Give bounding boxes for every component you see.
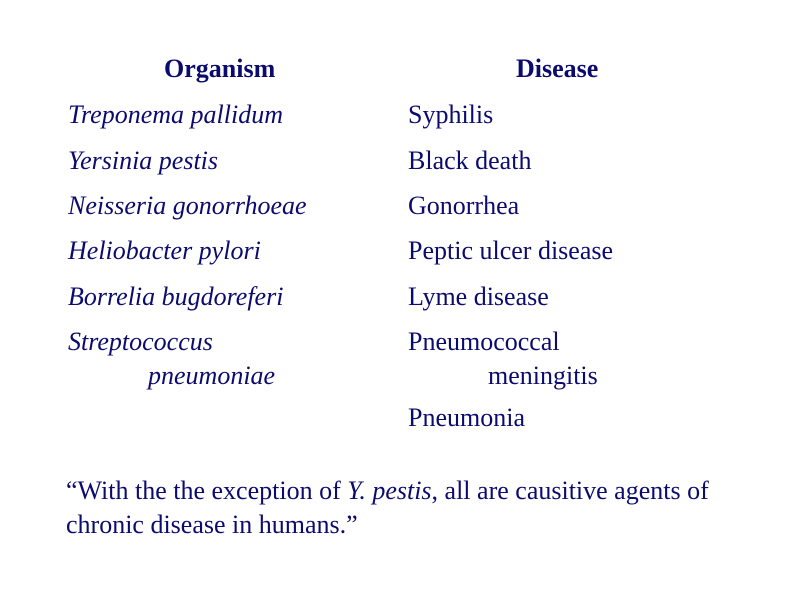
organism-streptococcus-line1: Streptococcus <box>68 327 213 356</box>
organism-neisseria: Neisseria gonorrhoeae <box>68 191 307 220</box>
disease-gonorrhea: Gonorrhea <box>408 191 520 220</box>
header-disease: Disease <box>516 54 599 83</box>
organism-yersinia: Yersinia pestis <box>68 146 219 175</box>
disease-pneumococcal-line2: meningitis <box>488 361 598 390</box>
quote <box>66 474 756 542</box>
organism-borrelia: Borrelia bugdoreferi <box>68 282 284 311</box>
organism-treponema: Treponema pallidum <box>68 100 283 129</box>
organism-streptococcus <box>68 325 275 393</box>
quote-italic: Y. pestis <box>347 476 432 505</box>
disease-syphilis: Syphilis <box>408 100 494 129</box>
organism-heliobacter: Heliobacter pylori <box>68 236 261 265</box>
disease-pneumococcal <box>408 325 598 393</box>
quote-part1: “With the the exception of <box>66 476 348 505</box>
disease-lyme: Lyme disease <box>408 282 549 311</box>
organism-streptococcus-line2: pneumoniae <box>148 361 276 390</box>
header-organism: Organism <box>164 54 276 83</box>
disease-peptic-ulcer: Peptic ulcer disease <box>408 236 614 265</box>
disease-black-death: Black death <box>408 146 532 175</box>
quote-part2: , all are causitive agents of chronic disease in humans.” <box>66 476 709 539</box>
disease-pneumonia: Pneumonia <box>408 403 525 432</box>
disease-pneumococcal-line1: Pneumococcal <box>408 327 560 356</box>
